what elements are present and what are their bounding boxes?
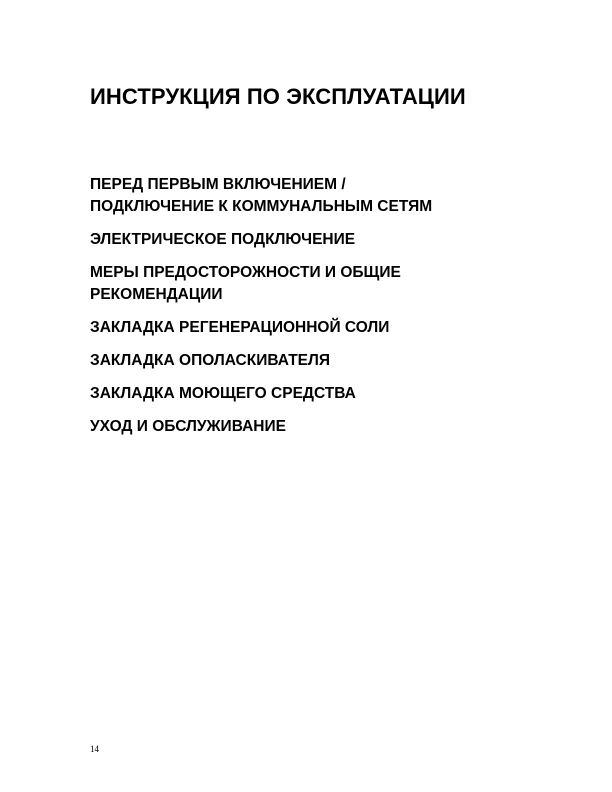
toc-item-detergent[interactable] bbox=[90, 383, 570, 405]
toc-item-line: УХОД И ОБСЛУЖИВАНИЕ bbox=[90, 418, 286, 435]
toc-item-line: РЕКОМЕНДАЦИИ bbox=[90, 286, 223, 303]
toc-item-regeneration-salt[interactable] bbox=[90, 317, 570, 339]
toc-item-line: ПЕРЕД ПЕРВЫМ ВКЛЮЧЕНИЕМ / bbox=[90, 176, 346, 193]
page-number: 14 bbox=[90, 744, 99, 754]
page-title: ИНСТРУКЦИЯ ПО ЭКСПЛУАТАЦИИ bbox=[90, 84, 466, 109]
table-of-contents bbox=[90, 174, 570, 449]
toc-item-safety-precautions[interactable] bbox=[90, 262, 570, 306]
toc-item-rinse-aid[interactable] bbox=[90, 350, 570, 372]
toc-item-line: ЗАКЛАДКА МОЮЩЕГО СРЕДСТВА bbox=[90, 385, 356, 402]
toc-item-care-and-maintenance[interactable] bbox=[90, 416, 570, 438]
toc-item-before-first-use[interactable] bbox=[90, 174, 570, 218]
toc-item-line: ЭЛЕКТРИЧЕСКОЕ ПОДКЛЮЧЕНИЕ bbox=[90, 231, 356, 248]
toc-item-electrical-connection[interactable] bbox=[90, 229, 570, 251]
toc-item-line: ПОДКЛЮЧЕНИЕ К КОММУНАЛЬНЫМ СЕТЯМ bbox=[90, 198, 433, 215]
toc-item-line: ЗАКЛАДКА РЕГЕНЕРАЦИОННОЙ СОЛИ bbox=[90, 319, 390, 336]
toc-item-line: ЗАКЛАДКА ОПОЛАСКИВАТЕЛЯ bbox=[90, 352, 331, 369]
toc-item-line: МЕРЫ ПРЕДОСТОРОЖНОСТИ И ОБЩИЕ bbox=[90, 264, 401, 281]
